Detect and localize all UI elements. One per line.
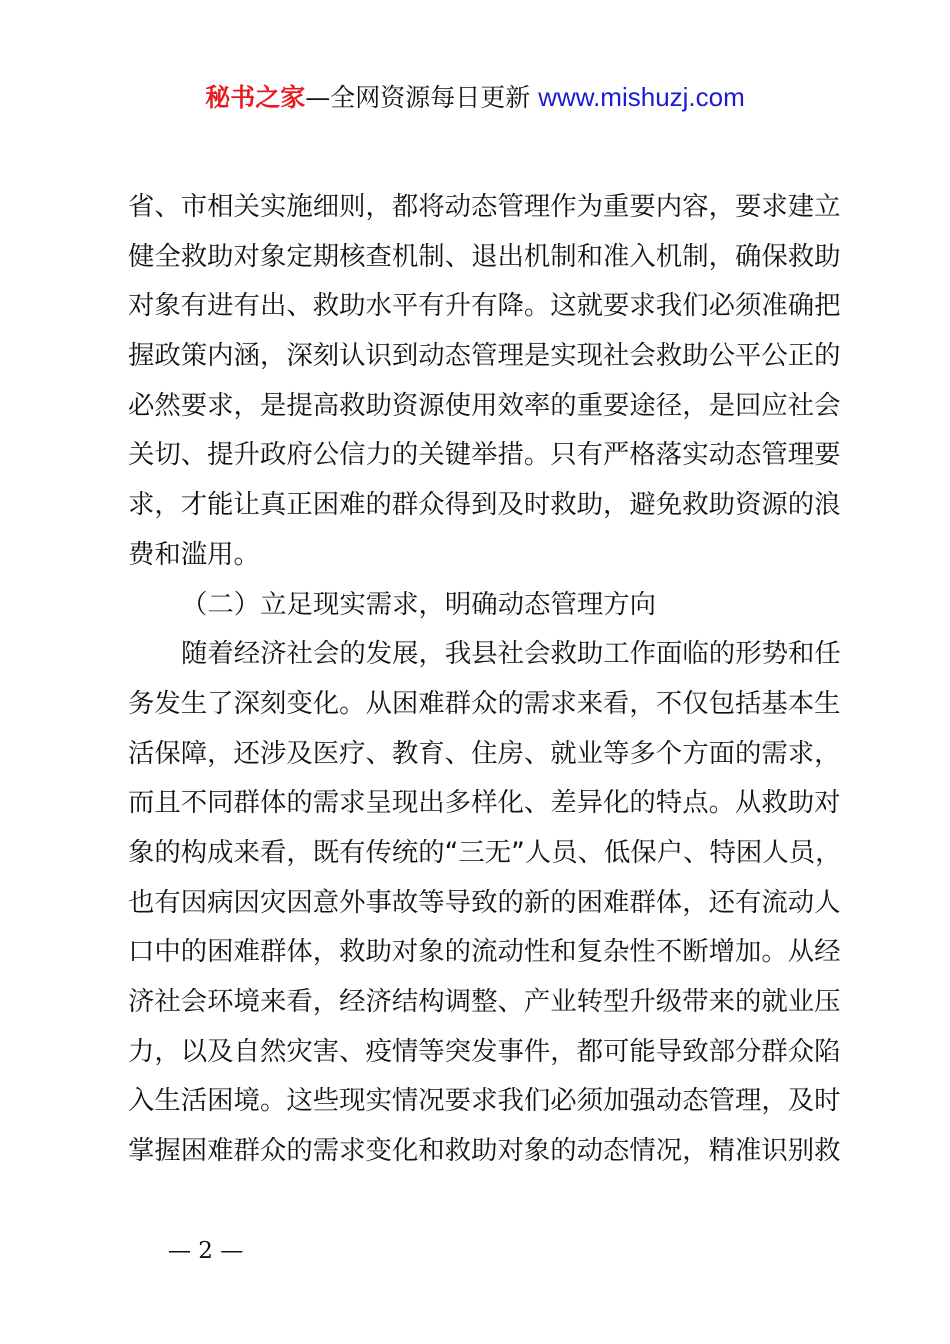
body-line: 健全救助对象定期核查机制、退出机制和准入机制，确保救助	[128, 240, 841, 272]
body-line: 也有因病因灾因意外事故等导致的新的困难群体，还有流动人	[128, 886, 841, 918]
body-line: 必然要求，是提高救助资源使用效率的重要途径，是回应社会	[128, 389, 841, 421]
site-header	[0, 80, 950, 115]
body-line: 关切、提升政府公信力的关键举措。只有严格落实动态管理要	[128, 439, 841, 471]
body-line: 省、市相关实施细则，都将动态管理作为重要内容，要求建立	[128, 191, 841, 222]
page-number: — 2 —	[168, 1238, 244, 1264]
body-line: 掌握困难群众的需求变化和救助对象的动态情况，精准识别救	[128, 1135, 841, 1167]
body-line: 费和滥用。	[128, 538, 260, 570]
body-line: 而且不同群体的需求呈现出多样化、差异化的特点。从救助对	[128, 787, 841, 819]
body-line: 象的构成来看，既有传统的“三无”人员、低保户、特困人员，	[128, 836, 842, 868]
document-body	[128, 182, 848, 1176]
body-line: 对象有进有出、救助水平有升有降。这就要求我们必须准确把	[128, 290, 841, 322]
site-url-link[interactable]: www.mishuzj.com	[538, 82, 745, 112]
body-line: 活保障，还涉及医疗、教育、住房、就业等多个方面的需求，	[128, 737, 841, 769]
section-heading: （二）立足现实需求，明确动态管理方向	[181, 588, 657, 620]
paragraph-first-line: 随着经济社会的发展，我县社会救助工作面临的形势和任	[181, 638, 841, 670]
body-line: 求，才能让真正困难的群众得到及时救助，避免救助资源的浪	[128, 489, 841, 521]
body-line: 务发生了深刻变化。从困难群众的需求来看，不仅包括基本生	[128, 687, 841, 719]
body-line: 握政策内涵，深刻认识到动态管理是实现社会救助公平公正的	[128, 340, 841, 372]
body-line: 济社会环境来看，经济结构调整、产业转型升级带来的就业压	[128, 986, 841, 1017]
body-line: 力，以及自然灾害、疫情等突发事件，都可能导致部分群众陷	[128, 1035, 841, 1067]
header-tagline: —全网资源每日更新	[305, 83, 531, 112]
body-line: 入生活困境。这些现实情况要求我们必须加强动态管理，及时	[128, 1085, 841, 1117]
body-line: 口中的困难群体，救助对象的流动性和复杂性不断增加。从经	[128, 936, 841, 968]
brand-name: 秘书之家	[205, 83, 306, 112]
